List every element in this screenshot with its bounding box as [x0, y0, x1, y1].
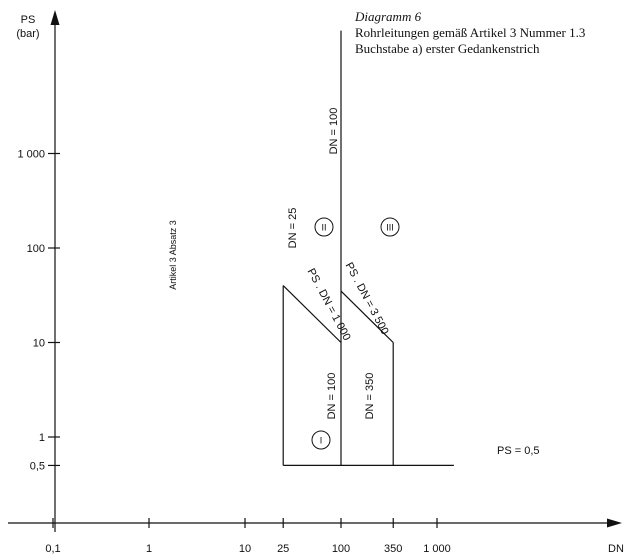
y-axis-label-line-2: (bar) — [16, 28, 40, 40]
region-ii-label: II — [321, 222, 327, 233]
y-axis-label-line-1: PS — [20, 14, 36, 26]
x-tick-label: 350 — [384, 543, 403, 555]
x-tick-label: 0,1 — [45, 543, 61, 555]
label-dn-25: DN = 25 — [287, 207, 299, 249]
chart-subtitle-line-1: Rohrleitungen gemäß Artikel 3 Nummer 1.3 — [355, 25, 586, 40]
y-tick-label: 1 000 — [17, 148, 45, 161]
x-tick-label: 100 — [331, 543, 351, 555]
x-tick-label: 25 — [277, 543, 290, 555]
y-tick-label: 1 — [38, 432, 45, 444]
region-iii-label: III — [386, 222, 394, 233]
y-tick-label: 10 — [32, 337, 45, 350]
label-dn-100-lower: DN = 100 — [326, 372, 338, 420]
y-tick-label: 100 — [26, 243, 45, 255]
region-artikel-3-absatz-3: Artikel 3 Absatz 3 — [168, 220, 178, 290]
label-dn-350: DN = 350 — [364, 372, 376, 420]
region-i-label: I — [319, 435, 323, 446]
x-tick-label: 1 — [145, 543, 153, 555]
label-ps-dn-1000: PS . DN = 1 000 — [304, 266, 353, 343]
label-ps-0-5: PS = 0,5 — [497, 445, 540, 457]
x-axis-arrow — [607, 519, 622, 528]
label-ps-dn-3500: PS . DN = 3 500 — [342, 260, 391, 337]
x-axis-label: DN — [608, 543, 624, 555]
chart-title: Diagramm 6 — [355, 9, 422, 24]
y-ticks — [17, 149, 60, 473]
label-dn-100-upper: DN = 100 — [328, 107, 340, 155]
chart-subtitle-line-2: Buchstabe a) erster Gedankenstrich — [355, 41, 540, 56]
x-tick-label: 1 000 — [423, 543, 451, 555]
x-tick-label: 10 — [238, 543, 252, 555]
y-tick-label: 0,5 — [29, 460, 45, 473]
y-axis-arrow — [51, 10, 60, 25]
